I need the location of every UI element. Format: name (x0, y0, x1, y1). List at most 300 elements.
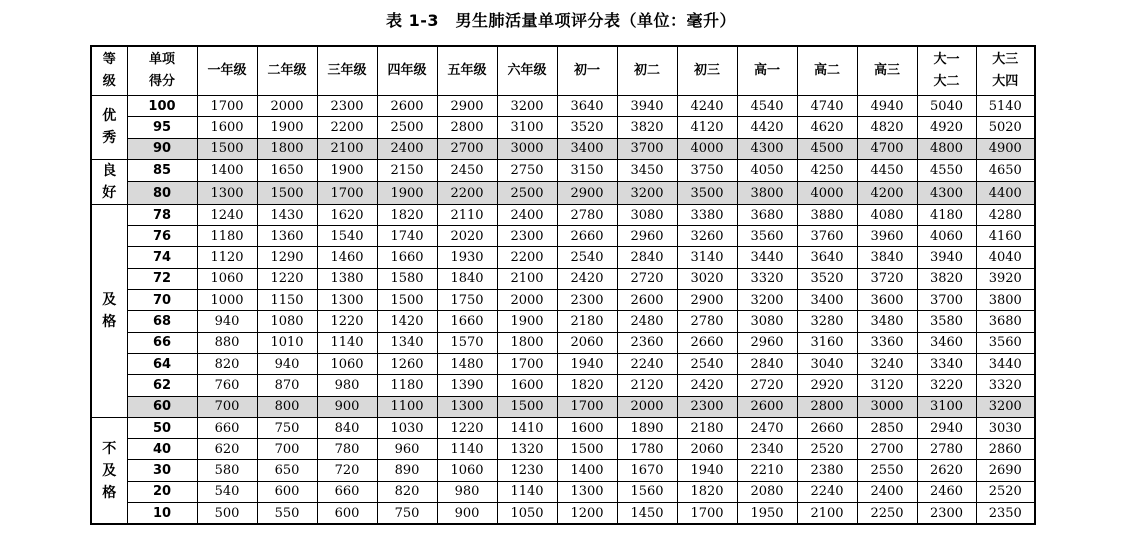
score-header (127, 46, 197, 96)
value-cell: 1700 (677, 503, 737, 525)
value-cell: 3440 (737, 247, 797, 268)
table-row (91, 311, 1035, 332)
value-cell: 2780 (917, 439, 976, 460)
score-cell: 78 (127, 204, 197, 225)
value-cell: 890 (377, 460, 437, 481)
value-cell: 4400 (976, 182, 1035, 205)
value-cell: 880 (197, 332, 257, 353)
value-cell: 4620 (797, 117, 857, 138)
value-cell: 820 (377, 481, 437, 502)
value-cell: 2500 (497, 182, 557, 205)
value-cell: 1740 (377, 226, 437, 247)
column-header-line-1: 初一 (573, 63, 600, 78)
score-cell: 20 (127, 481, 197, 502)
value-cell: 2600 (377, 96, 437, 117)
value-cell: 600 (317, 503, 377, 525)
value-cell: 2700 (857, 439, 917, 460)
value-cell: 4800 (917, 138, 976, 159)
value-cell: 3520 (797, 268, 857, 289)
value-cell: 760 (197, 375, 257, 396)
value-cell: 1840 (437, 268, 497, 289)
value-cell: 1080 (257, 311, 317, 332)
value-cell: 3640 (557, 96, 617, 117)
value-cell: 3700 (917, 290, 976, 311)
score-cell: 72 (127, 268, 197, 289)
value-cell: 3380 (677, 204, 737, 225)
value-cell: 960 (377, 439, 437, 460)
value-cell: 2900 (677, 290, 737, 311)
value-cell: 2100 (317, 138, 377, 159)
value-cell: 3440 (976, 353, 1035, 374)
value-cell: 1930 (437, 247, 497, 268)
table-row (91, 481, 1035, 502)
value-cell: 3260 (677, 226, 737, 247)
value-cell: 720 (317, 460, 377, 481)
score-cell: 62 (127, 375, 197, 396)
value-cell: 3040 (797, 353, 857, 374)
value-cell: 900 (437, 503, 497, 525)
value-cell: 4240 (677, 96, 737, 117)
value-cell: 1220 (257, 268, 317, 289)
value-cell: 2060 (557, 332, 617, 353)
value-cell: 900 (317, 396, 377, 417)
value-cell: 2200 (317, 117, 377, 138)
value-cell: 2350 (976, 503, 1035, 525)
value-cell: 3680 (737, 204, 797, 225)
score-cell: 90 (127, 138, 197, 159)
value-cell: 3940 (917, 247, 976, 268)
table-row (91, 396, 1035, 417)
value-cell: 3080 (617, 204, 677, 225)
value-cell: 1240 (197, 204, 257, 225)
table-row (91, 290, 1035, 311)
value-cell: 4920 (917, 117, 976, 138)
value-cell: 4900 (976, 138, 1035, 159)
value-cell: 1290 (257, 247, 317, 268)
value-cell: 4060 (917, 226, 976, 247)
value-cell: 1500 (377, 290, 437, 311)
score-header-line-2: 得分 (148, 74, 175, 89)
value-cell: 1900 (257, 117, 317, 138)
value-cell: 1260 (377, 353, 437, 374)
value-cell: 3760 (797, 226, 857, 247)
value-cell: 3280 (797, 311, 857, 332)
value-cell: 4180 (917, 204, 976, 225)
value-cell: 1060 (437, 460, 497, 481)
value-cell: 4300 (737, 138, 797, 159)
value-cell: 2380 (797, 460, 857, 481)
column-header-line-1: 六年级 (507, 63, 547, 78)
value-cell: 1580 (377, 268, 437, 289)
column-header-line-1: 初二 (633, 63, 660, 78)
grade-label-char: 优 (102, 108, 117, 125)
value-cell: 3320 (976, 375, 1035, 396)
value-cell: 1940 (557, 353, 617, 374)
value-cell: 940 (257, 353, 317, 374)
table-row (91, 439, 1035, 460)
value-cell: 2400 (377, 138, 437, 159)
value-cell: 2200 (497, 247, 557, 268)
value-cell: 3030 (976, 417, 1035, 438)
value-cell: 2600 (737, 396, 797, 417)
value-cell: 2750 (497, 159, 557, 182)
score-cell: 50 (127, 417, 197, 438)
grade-label-char: 格 (102, 484, 117, 501)
value-cell: 4500 (797, 138, 857, 159)
value-cell: 3340 (917, 353, 976, 374)
score-cell: 66 (127, 332, 197, 353)
value-cell: 2920 (797, 375, 857, 396)
value-cell: 3580 (917, 311, 976, 332)
value-cell: 1220 (317, 311, 377, 332)
table-row (91, 159, 1035, 182)
column-header (797, 46, 857, 96)
value-cell: 5140 (976, 96, 1035, 117)
value-cell: 3480 (857, 311, 917, 332)
value-cell: 2860 (976, 439, 1035, 460)
value-cell: 1000 (197, 290, 257, 311)
value-cell: 700 (257, 439, 317, 460)
value-cell: 4550 (917, 159, 976, 182)
value-cell: 4000 (677, 138, 737, 159)
column-header-line-1: 四年级 (387, 63, 427, 78)
value-cell: 1500 (557, 439, 617, 460)
value-cell: 2500 (377, 117, 437, 138)
value-cell: 1320 (497, 439, 557, 460)
value-cell: 2550 (857, 460, 917, 481)
value-cell: 870 (257, 375, 317, 396)
value-cell: 4250 (797, 159, 857, 182)
value-cell: 4200 (857, 182, 917, 205)
value-cell: 1300 (437, 396, 497, 417)
value-cell: 1820 (377, 204, 437, 225)
value-cell: 4650 (976, 159, 1035, 182)
value-cell: 2960 (617, 226, 677, 247)
column-header-line-1: 大一 (933, 52, 960, 67)
column-header-line-1: 大三 (992, 52, 1019, 67)
value-cell: 3200 (737, 290, 797, 311)
value-cell: 2840 (737, 353, 797, 374)
value-cell: 3600 (857, 290, 917, 311)
score-cell: 68 (127, 311, 197, 332)
value-cell: 2400 (857, 481, 917, 502)
value-cell: 3880 (797, 204, 857, 225)
value-cell: 1900 (317, 159, 377, 182)
value-cell: 1200 (557, 503, 617, 525)
value-cell: 550 (257, 503, 317, 525)
score-cell: 85 (127, 159, 197, 182)
value-cell: 750 (377, 503, 437, 525)
value-cell: 4740 (797, 96, 857, 117)
value-cell: 2000 (497, 290, 557, 311)
value-cell: 2120 (617, 375, 677, 396)
value-cell: 1420 (377, 311, 437, 332)
value-cell: 3750 (677, 159, 737, 182)
grade-label-char: 格 (102, 313, 117, 330)
value-cell: 3460 (917, 332, 976, 353)
value-cell: 2480 (617, 311, 677, 332)
value-cell: 3000 (857, 396, 917, 417)
value-cell: 3680 (976, 311, 1035, 332)
value-cell: 1100 (377, 396, 437, 417)
value-cell: 2080 (737, 481, 797, 502)
value-cell: 3320 (737, 268, 797, 289)
value-cell: 3200 (617, 182, 677, 205)
lung-capacity-score-table (90, 45, 1036, 525)
value-cell: 1800 (497, 332, 557, 353)
value-cell: 1650 (257, 159, 317, 182)
value-cell: 1060 (197, 268, 257, 289)
value-cell: 4000 (797, 182, 857, 205)
grade-header-line-1: 等 (102, 52, 116, 67)
value-cell: 2600 (617, 290, 677, 311)
table-row (91, 503, 1035, 525)
value-cell: 1230 (497, 460, 557, 481)
value-cell: 840 (317, 417, 377, 438)
value-cell: 2780 (677, 311, 737, 332)
column-header (497, 46, 557, 96)
value-cell: 600 (257, 481, 317, 502)
value-cell: 660 (197, 417, 257, 438)
value-cell: 3120 (857, 375, 917, 396)
value-cell: 3150 (557, 159, 617, 182)
value-cell: 2240 (617, 353, 677, 374)
column-header (737, 46, 797, 96)
value-cell: 1140 (497, 481, 557, 502)
value-cell: 2200 (437, 182, 497, 205)
table-row (91, 460, 1035, 481)
value-cell: 3520 (557, 117, 617, 138)
value-cell: 2300 (497, 226, 557, 247)
column-header-line-2: 大二 (933, 74, 960, 89)
value-cell: 2660 (557, 226, 617, 247)
value-cell: 2100 (497, 268, 557, 289)
value-cell: 700 (197, 396, 257, 417)
value-cell: 1500 (257, 182, 317, 205)
value-cell: 580 (197, 460, 257, 481)
value-cell: 1700 (557, 396, 617, 417)
value-cell: 620 (197, 439, 257, 460)
value-cell: 1500 (497, 396, 557, 417)
column-header (317, 46, 377, 96)
table-row (91, 375, 1035, 396)
column-header (857, 46, 917, 96)
value-cell: 2800 (797, 396, 857, 417)
value-cell: 4280 (976, 204, 1035, 225)
value-cell: 540 (197, 481, 257, 502)
value-cell: 2660 (677, 332, 737, 353)
value-cell: 3940 (617, 96, 677, 117)
value-cell: 2850 (857, 417, 917, 438)
value-cell: 2300 (557, 290, 617, 311)
value-cell: 1660 (437, 311, 497, 332)
value-cell: 2780 (557, 204, 617, 225)
value-cell: 1750 (437, 290, 497, 311)
grade-label (91, 96, 127, 160)
value-cell: 2250 (857, 503, 917, 525)
value-cell: 3240 (857, 353, 917, 374)
value-cell: 2620 (917, 460, 976, 481)
value-cell: 2340 (737, 439, 797, 460)
table-body (91, 96, 1035, 525)
grade-label (91, 204, 127, 417)
value-cell: 1820 (677, 481, 737, 502)
grade-header-line-2: 级 (102, 74, 116, 89)
value-cell: 2240 (797, 481, 857, 502)
value-cell: 1600 (557, 417, 617, 438)
value-cell: 1300 (317, 290, 377, 311)
value-cell: 2470 (737, 417, 797, 438)
value-cell: 1940 (677, 460, 737, 481)
value-cell: 1600 (497, 375, 557, 396)
column-header (437, 46, 497, 96)
value-cell: 3560 (737, 226, 797, 247)
value-cell: 1030 (377, 417, 437, 438)
value-cell: 3720 (857, 268, 917, 289)
value-cell: 1410 (497, 417, 557, 438)
value-cell: 1700 (497, 353, 557, 374)
score-cell: 100 (127, 96, 197, 117)
value-cell: 2940 (917, 417, 976, 438)
value-cell: 2420 (557, 268, 617, 289)
value-cell: 1360 (257, 226, 317, 247)
score-cell: 95 (127, 117, 197, 138)
value-cell: 4820 (857, 117, 917, 138)
value-cell: 3960 (857, 226, 917, 247)
value-cell: 1600 (197, 117, 257, 138)
value-cell: 2400 (497, 204, 557, 225)
value-cell: 1380 (317, 268, 377, 289)
value-cell: 2520 (797, 439, 857, 460)
value-cell: 1700 (197, 96, 257, 117)
value-cell: 1400 (557, 460, 617, 481)
value-cell: 3920 (976, 268, 1035, 289)
value-cell: 4700 (857, 138, 917, 159)
value-cell: 5020 (976, 117, 1035, 138)
value-cell: 3360 (857, 332, 917, 353)
value-cell: 2300 (677, 396, 737, 417)
value-cell: 2450 (437, 159, 497, 182)
value-cell: 2100 (797, 503, 857, 525)
column-header (976, 46, 1035, 96)
value-cell: 2840 (617, 247, 677, 268)
value-cell: 3160 (797, 332, 857, 353)
value-cell: 1220 (437, 417, 497, 438)
value-cell: 3820 (617, 117, 677, 138)
value-cell: 3000 (497, 138, 557, 159)
value-cell: 1900 (497, 311, 557, 332)
value-cell: 3450 (617, 159, 677, 182)
value-cell: 2180 (557, 311, 617, 332)
score-header-line-1: 单项 (148, 52, 175, 67)
value-cell: 3800 (976, 290, 1035, 311)
column-header (557, 46, 617, 96)
score-cell: 64 (127, 353, 197, 374)
table-row (91, 226, 1035, 247)
score-cell: 70 (127, 290, 197, 311)
grade-label (91, 159, 127, 204)
value-cell: 500 (197, 503, 257, 525)
value-cell: 3020 (677, 268, 737, 289)
value-cell: 2900 (557, 182, 617, 205)
column-header (677, 46, 737, 96)
value-cell: 3820 (917, 268, 976, 289)
table-row (91, 204, 1035, 225)
value-cell: 2180 (677, 417, 737, 438)
table-title: 表 1-3 男生肺活量单项评分表（单位：毫升） (386, 11, 736, 30)
value-cell: 1140 (317, 332, 377, 353)
value-cell: 3840 (857, 247, 917, 268)
value-cell: 3700 (617, 138, 677, 159)
value-cell: 750 (257, 417, 317, 438)
value-cell: 5040 (917, 96, 976, 117)
value-cell: 3220 (917, 375, 976, 396)
value-cell: 1340 (377, 332, 437, 353)
value-cell: 940 (197, 311, 257, 332)
value-cell: 1480 (437, 353, 497, 374)
table-row (91, 268, 1035, 289)
value-cell: 3140 (677, 247, 737, 268)
value-cell: 2900 (437, 96, 497, 117)
value-cell: 4420 (737, 117, 797, 138)
value-cell: 4450 (857, 159, 917, 182)
value-cell: 2960 (737, 332, 797, 353)
value-cell: 660 (317, 481, 377, 502)
value-cell: 820 (197, 353, 257, 374)
value-cell: 1460 (317, 247, 377, 268)
value-cell: 3100 (497, 117, 557, 138)
score-cell: 76 (127, 226, 197, 247)
value-cell: 1890 (617, 417, 677, 438)
value-cell: 1050 (497, 503, 557, 525)
table-row (91, 96, 1035, 117)
value-cell: 650 (257, 460, 317, 481)
value-cell: 2150 (377, 159, 437, 182)
column-header (377, 46, 437, 96)
value-cell: 1120 (197, 247, 257, 268)
grade-label (91, 417, 127, 524)
value-cell: 4160 (976, 226, 1035, 247)
column-header-line-1: 高三 (873, 63, 900, 78)
column-header (617, 46, 677, 96)
column-header-line-1: 高一 (753, 63, 780, 78)
value-cell: 1800 (257, 138, 317, 159)
value-cell: 3200 (976, 396, 1035, 417)
value-cell: 4540 (737, 96, 797, 117)
value-cell: 800 (257, 396, 317, 417)
grade-label-char: 秀 (102, 130, 117, 147)
score-cell: 74 (127, 247, 197, 268)
value-cell: 4080 (857, 204, 917, 225)
header-row (91, 46, 1035, 96)
value-cell: 1670 (617, 460, 677, 481)
column-header-line-2: 大四 (992, 74, 1019, 89)
score-cell: 30 (127, 460, 197, 481)
table-row (91, 332, 1035, 353)
value-cell: 3400 (797, 290, 857, 311)
value-cell: 2690 (976, 460, 1035, 481)
value-cell: 3100 (917, 396, 976, 417)
value-cell: 3640 (797, 247, 857, 268)
value-cell: 1180 (197, 226, 257, 247)
value-cell: 4940 (857, 96, 917, 117)
column-header-line-1: 初三 (693, 63, 720, 78)
value-cell: 2660 (797, 417, 857, 438)
value-cell: 4300 (917, 182, 976, 205)
value-cell: 2460 (917, 481, 976, 502)
value-cell: 2520 (976, 481, 1035, 502)
value-cell: 4120 (677, 117, 737, 138)
